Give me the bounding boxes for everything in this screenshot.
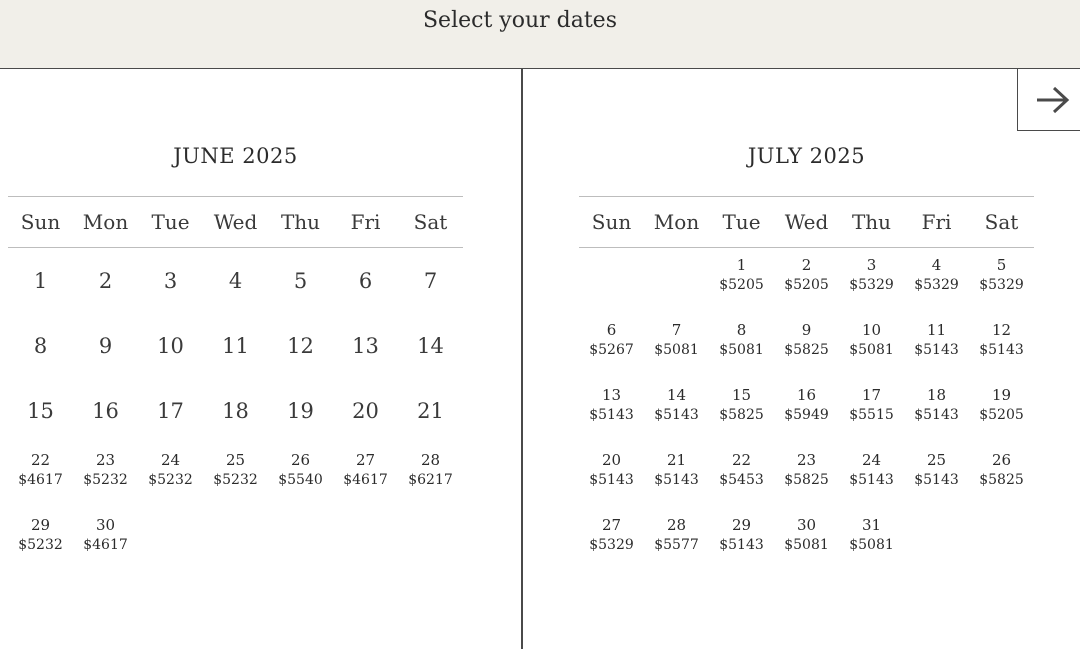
day-number: 6: [606, 321, 617, 339]
day-number: 30: [796, 516, 817, 534]
day-price: $5267: [589, 342, 634, 358]
day-number: 13: [352, 333, 379, 358]
day-cell[interactable]: [839, 248, 904, 313]
day-cell[interactable]: [73, 443, 138, 508]
weekday-header: [579, 196, 1034, 248]
day-number: 21: [417, 398, 444, 423]
day-number: 26: [991, 451, 1012, 469]
day-price: $5143: [914, 472, 959, 488]
arrow-right-icon: [1034, 85, 1072, 115]
day-cell[interactable]: [969, 378, 1034, 443]
day-number: 4: [228, 268, 243, 293]
day-grid: [579, 248, 1034, 573]
day-cell[interactable]: [398, 443, 463, 508]
day-number: 12: [287, 333, 314, 358]
weekday-label: Mon: [653, 210, 700, 234]
day-cell[interactable]: [709, 313, 774, 378]
empty-day-cell: [579, 248, 644, 313]
day-cell[interactable]: [579, 443, 644, 508]
day-cell[interactable]: [8, 313, 73, 378]
header-bar: [0, 0, 1080, 69]
day-price: $5329: [914, 277, 959, 293]
day-number: 5: [293, 268, 308, 293]
day-price: $5143: [849, 472, 894, 488]
day-number: 23: [95, 451, 116, 469]
day-price: $5232: [18, 537, 63, 553]
day-number: 9: [801, 321, 812, 339]
day-cell[interactable]: [73, 248, 138, 313]
weekday-label: Wed: [213, 210, 258, 234]
day-cell[interactable]: [774, 313, 839, 378]
day-number: 12: [991, 321, 1012, 339]
day-number: 11: [926, 321, 947, 339]
weekday-label: Sun: [20, 210, 61, 234]
month-title: JUNE 2025: [173, 144, 298, 168]
day-price: $5143: [914, 342, 959, 358]
day-cell[interactable]: [333, 443, 398, 508]
day-number: 15: [27, 398, 54, 423]
day-price: $5825: [719, 407, 764, 423]
day-number: 1: [33, 268, 48, 293]
day-number: 8: [736, 321, 747, 339]
empty-day-cell: [644, 248, 709, 313]
weekday-label: Mon: [82, 210, 129, 234]
day-number: 30: [95, 516, 116, 534]
day-price: $5081: [849, 537, 894, 553]
day-number: 26: [290, 451, 311, 469]
day-price: $5329: [849, 277, 894, 293]
page-title: Select your dates: [422, 8, 617, 33]
day-number: 22: [731, 451, 752, 469]
day-number: 6: [358, 268, 373, 293]
day-cell[interactable]: [774, 443, 839, 508]
day-number: 3: [866, 256, 877, 274]
day-price: $5825: [784, 472, 829, 488]
day-cell[interactable]: [268, 443, 333, 508]
day-cell[interactable]: [904, 248, 969, 313]
day-cell[interactable]: [268, 378, 333, 443]
day-cell[interactable]: [268, 313, 333, 378]
day-cell[interactable]: [398, 313, 463, 378]
day-cell[interactable]: [774, 508, 839, 573]
day-price: $5205: [719, 277, 764, 293]
day-cell[interactable]: [8, 378, 73, 443]
day-cell[interactable]: [709, 443, 774, 508]
day-price: $6217: [408, 472, 453, 488]
day-number: 20: [352, 398, 379, 423]
day-number: 17: [861, 386, 882, 404]
day-number: 17: [157, 398, 184, 423]
day-number: 15: [731, 386, 752, 404]
day-price: $5081: [784, 537, 829, 553]
day-cell[interactable]: [644, 508, 709, 573]
weekday-label: Fri: [921, 210, 952, 234]
weekday-label: Thu: [280, 210, 321, 234]
day-price: $5143: [914, 407, 959, 423]
day-number: 16: [92, 398, 119, 423]
day-price: $5081: [849, 342, 894, 358]
day-cell[interactable]: [839, 443, 904, 508]
calendar-month-july: [579, 138, 1034, 573]
day-number: 7: [423, 268, 438, 293]
day-number: 4: [931, 256, 942, 274]
day-cell[interactable]: [904, 378, 969, 443]
day-number: 2: [801, 256, 812, 274]
day-number: 1: [736, 256, 747, 274]
day-cell[interactable]: [579, 378, 644, 443]
day-number: 5: [996, 256, 1007, 274]
weekday-label: Sat: [413, 210, 448, 234]
day-number: 16: [796, 386, 817, 404]
day-cell[interactable]: [644, 443, 709, 508]
day-price: $5540: [278, 472, 323, 488]
day-cell[interactable]: [138, 443, 203, 508]
day-number: 20: [601, 451, 622, 469]
day-cell[interactable]: [774, 248, 839, 313]
day-number: 18: [926, 386, 947, 404]
day-number: 28: [666, 516, 687, 534]
day-cell[interactable]: [839, 378, 904, 443]
day-number: 18: [222, 398, 249, 423]
day-cell[interactable]: [904, 313, 969, 378]
day-number: 27: [601, 516, 622, 534]
day-price: $5205: [784, 277, 829, 293]
day-cell[interactable]: [333, 248, 398, 313]
day-cell[interactable]: [969, 443, 1034, 508]
day-number: 7: [671, 321, 682, 339]
day-price: $5143: [979, 342, 1024, 358]
next-month-button[interactable]: [1017, 69, 1080, 131]
day-price: $5232: [213, 472, 258, 488]
day-price: $5143: [654, 407, 699, 423]
day-cell[interactable]: [398, 248, 463, 313]
day-price: $5081: [654, 342, 699, 358]
day-number: 2: [98, 268, 113, 293]
day-number: 24: [160, 451, 181, 469]
day-cell[interactable]: [203, 378, 268, 443]
day-price: $5143: [654, 472, 699, 488]
day-number: 14: [417, 333, 444, 358]
day-number: 21: [666, 451, 687, 469]
day-number: 25: [926, 451, 947, 469]
day-cell[interactable]: [774, 378, 839, 443]
day-number: 28: [420, 451, 441, 469]
day-number: 8: [33, 333, 48, 358]
day-price: $5825: [979, 472, 1024, 488]
weekday-label: Fri: [350, 210, 381, 234]
day-cell[interactable]: [73, 313, 138, 378]
day-price: $4617: [18, 472, 63, 488]
day-number: 25: [225, 451, 246, 469]
day-price: $5825: [784, 342, 829, 358]
day-number: 24: [861, 451, 882, 469]
day-number: 19: [287, 398, 314, 423]
day-cell[interactable]: [73, 508, 138, 573]
weekday-header: [8, 196, 463, 248]
day-price: $5081: [719, 342, 764, 358]
day-cell[interactable]: [138, 248, 203, 313]
day-number: 11: [222, 333, 249, 358]
weekday-label: Sun: [591, 210, 632, 234]
day-cell[interactable]: [579, 508, 644, 573]
weekday-label: Tue: [151, 210, 190, 234]
calendar-month-june: [8, 138, 463, 573]
day-number: 27: [355, 451, 376, 469]
day-cell[interactable]: [839, 508, 904, 573]
day-price: $5515: [849, 407, 894, 423]
weekday-label: Tue: [722, 210, 761, 234]
calendar-divider: [521, 69, 523, 649]
day-cell[interactable]: [398, 378, 463, 443]
day-price: $5232: [83, 472, 128, 488]
day-price: $4617: [83, 537, 128, 553]
day-cell[interactable]: [709, 248, 774, 313]
day-price: $5232: [148, 472, 193, 488]
day-cell[interactable]: [904, 443, 969, 508]
day-cell[interactable]: [709, 378, 774, 443]
day-cell[interactable]: [138, 313, 203, 378]
weekday-label: Thu: [851, 210, 892, 234]
day-price: $5143: [589, 472, 634, 488]
day-cell[interactable]: [73, 378, 138, 443]
day-number: 14: [666, 386, 687, 404]
day-cell[interactable]: [268, 248, 333, 313]
day-cell[interactable]: [579, 313, 644, 378]
day-cell[interactable]: [644, 378, 709, 443]
day-cell[interactable]: [333, 313, 398, 378]
day-cell[interactable]: [8, 443, 73, 508]
day-price: $5143: [589, 407, 634, 423]
day-number: 29: [30, 516, 51, 534]
day-cell[interactable]: [203, 313, 268, 378]
day-price: $5453: [719, 472, 764, 488]
day-number: 31: [861, 516, 882, 534]
day-price: $5205: [979, 407, 1024, 423]
day-price: $4617: [343, 472, 388, 488]
month-title: JULY 2025: [747, 144, 866, 168]
weekday-label: Wed: [784, 210, 829, 234]
day-cell[interactable]: [839, 313, 904, 378]
day-number: 10: [861, 321, 882, 339]
day-price: $5329: [979, 277, 1024, 293]
day-cell[interactable]: [138, 378, 203, 443]
day-cell[interactable]: [203, 443, 268, 508]
day-price: $5143: [719, 537, 764, 553]
day-number: 9: [98, 333, 113, 358]
day-cell[interactable]: [709, 508, 774, 573]
day-number: 10: [157, 333, 184, 358]
day-number: 3: [163, 268, 178, 293]
day-number: 29: [731, 516, 752, 534]
day-number: 22: [30, 451, 51, 469]
day-price: $5329: [589, 537, 634, 553]
day-price: $5577: [654, 537, 699, 553]
day-number: 13: [601, 386, 622, 404]
weekday-label: Sat: [984, 210, 1019, 234]
day-number: 19: [991, 386, 1012, 404]
day-cell[interactable]: [333, 378, 398, 443]
day-cell[interactable]: [8, 508, 73, 573]
day-grid: [8, 248, 463, 573]
day-cell[interactable]: [8, 248, 73, 313]
day-cell[interactable]: [969, 248, 1034, 313]
day-cell[interactable]: [969, 313, 1034, 378]
day-cell[interactable]: [644, 313, 709, 378]
day-number: 23: [796, 451, 817, 469]
day-cell[interactable]: [203, 248, 268, 313]
day-price: $5949: [784, 407, 829, 423]
